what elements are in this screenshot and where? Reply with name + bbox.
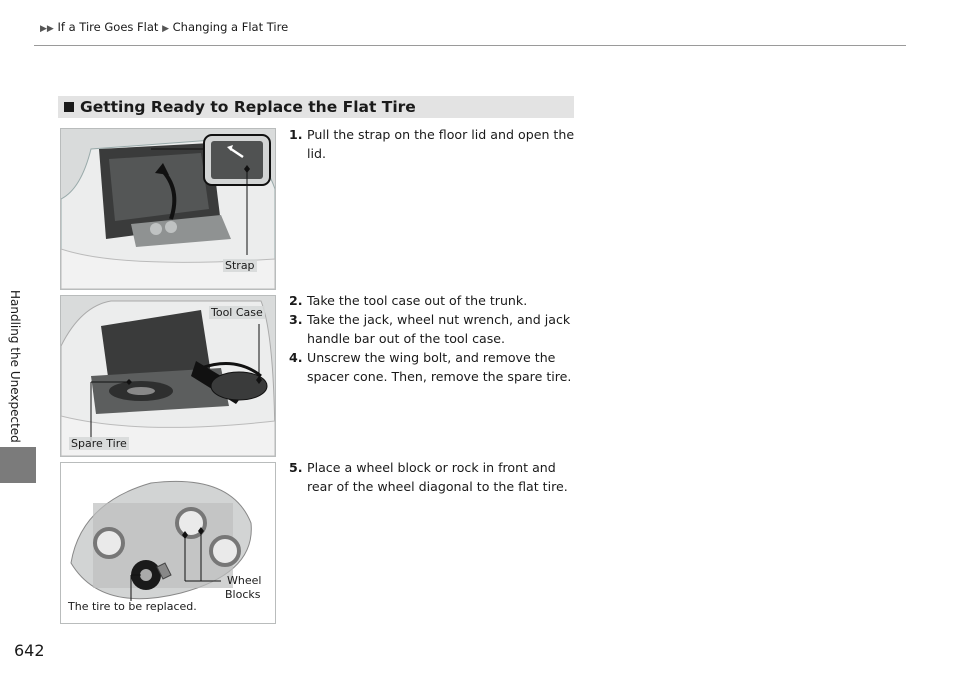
steps-group-1: [289, 125, 579, 163]
breadcrumb: [40, 20, 288, 34]
step-text: Take the jack, wheel nut wrench, and jack handle bar out of the tool case.: [307, 312, 571, 346]
step-5: [289, 458, 579, 496]
step-number: 3.: [289, 312, 303, 327]
label-strap: Strap: [225, 259, 255, 272]
steps-group-3: [289, 458, 579, 496]
tool-case-illustration: [61, 296, 275, 456]
header-rule: [34, 45, 906, 46]
breadcrumb-arrow-icon: ▶▶: [40, 24, 54, 34]
figure-open-floor-lid: [60, 128, 276, 290]
label-tool-case: Tool Case: [211, 306, 263, 319]
label-spare-tire: Spare Tire: [71, 437, 127, 450]
side-tab-marker: [0, 447, 36, 483]
step-text: Pull the strap on the floor lid and open the lid.: [307, 127, 575, 161]
step-3: [289, 310, 579, 348]
step-2: [289, 291, 579, 310]
label-wheel-blocks-line2: Blocks: [225, 588, 261, 601]
breadcrumb-item-changing-tire[interactable]: Changing a Flat Tire: [172, 20, 289, 34]
step-number: 5.: [289, 460, 303, 475]
step-number: 1.: [289, 127, 303, 142]
step-1: [289, 125, 579, 163]
section-title-bar: [58, 96, 574, 118]
steps-group-2: [289, 291, 579, 386]
breadcrumb-arrow-icon: ▶: [162, 24, 169, 34]
step-text: Take the tool case out of the trunk.: [307, 293, 528, 308]
step-text: Unscrew the wing bolt, and remove the spacer cone. Then, remove the spare tire.: [307, 350, 572, 384]
step-text: Place a wheel block or rock in front and rear of the wheel diagonal to the flat tire.: [307, 460, 568, 494]
page-number: 642: [14, 641, 45, 660]
step-number: 4.: [289, 350, 303, 365]
step-4: [289, 348, 579, 386]
square-bullet-icon: [64, 102, 74, 112]
section-title: Getting Ready to Replace the Flat Tire: [80, 98, 416, 116]
breadcrumb-item-flat-tire[interactable]: If a Tire Goes Flat: [57, 20, 159, 34]
label-tire-to-replace: The tire to be replaced.: [68, 600, 197, 613]
label-wheel-blocks-line1: Wheel: [227, 574, 262, 587]
side-tab-label: Handling the Unexpected: [8, 290, 22, 443]
figure-wheel-blocks: [60, 462, 276, 624]
step-number: 2.: [289, 293, 303, 308]
figure-remove-tool-case: [60, 295, 276, 457]
